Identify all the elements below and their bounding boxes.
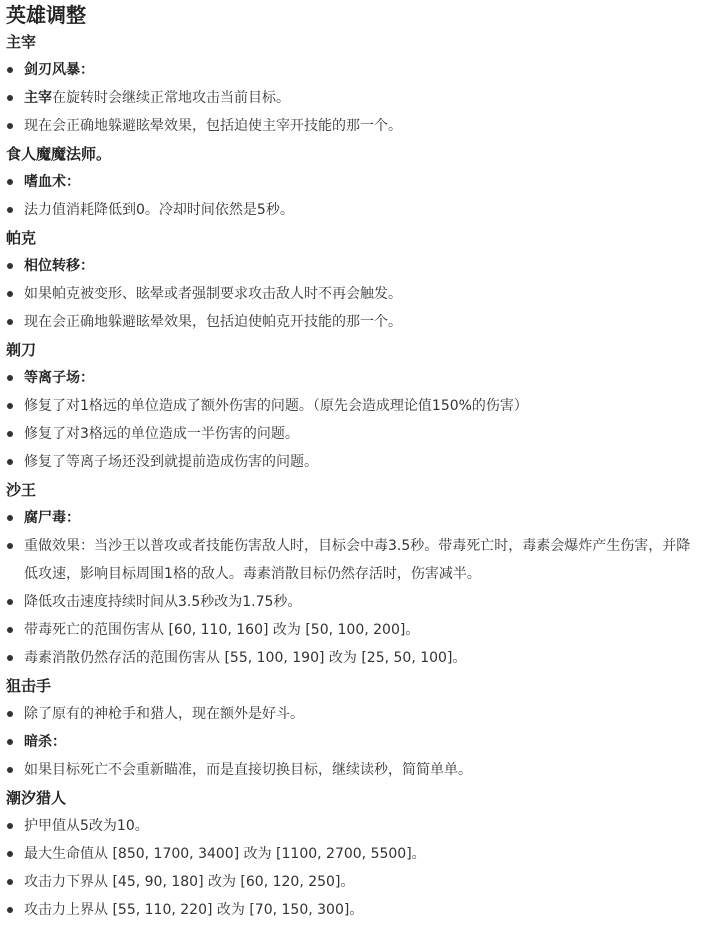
- bullet-icon: [7, 67, 13, 73]
- change-list: [6, 504, 701, 672]
- bullet-icon: [7, 291, 13, 297]
- change-list: [6, 56, 701, 140]
- bullet-icon: [7, 543, 13, 549]
- hero-name-inline: 主宰: [24, 90, 52, 106]
- change-text: 修复了等离子场还没到就提前造成伤害的问题。: [24, 454, 318, 470]
- change-text: 如果帕克被变形、眩晕或者强制要求攻击敌人时不再会触发。: [24, 286, 402, 302]
- change-list: [6, 252, 701, 336]
- change-text: 修复了对3格远的单位造成一半伤害的问题。: [24, 426, 299, 442]
- change-item: [6, 588, 701, 616]
- change-text: 降低攻击速度持续时间从3.5秒改为1.75秒。: [24, 594, 302, 610]
- ability-label: 等离子场：: [24, 370, 94, 386]
- bullet-icon: [7, 123, 13, 129]
- hero-heading: 帕克: [6, 229, 37, 247]
- ability-label: 相位转移：: [24, 258, 94, 274]
- bullet-icon: [7, 263, 13, 269]
- bullet-icon: [7, 95, 13, 101]
- bullet-icon: [7, 319, 13, 325]
- change-text: 修复了对1格远的单位造成了额外伤害的问题。（原先会造成理论值150%的伤害）: [24, 398, 528, 414]
- bullet-icon: [7, 823, 13, 829]
- bullet-icon: [7, 879, 13, 885]
- change-list: [6, 168, 701, 224]
- change-item: [6, 616, 701, 644]
- page-title: 英雄调整: [6, 3, 86, 27]
- change-list: [6, 700, 701, 784]
- bullet-icon: [7, 375, 13, 381]
- change-text: 最大生命值从 [850, 1700, 3400] 改为 [1100, 2700, 5500]。: [24, 846, 426, 862]
- change-text: 法力值消耗降低到0。冷却时间依然是5秒。: [24, 202, 294, 218]
- bullet-icon: [7, 767, 13, 773]
- change-item: [6, 420, 701, 448]
- bullet-icon: [7, 627, 13, 633]
- change-item: [6, 196, 701, 224]
- change-item: [6, 812, 701, 840]
- change-item: [6, 868, 701, 896]
- change-text: 现在会正确地躲避眩晕效果，包括迫使主宰开技能的那一个。: [24, 118, 402, 134]
- bullet-icon: [7, 655, 13, 661]
- ability-label: 腐尸毒：: [24, 510, 80, 526]
- ability-label: 嗜血术：: [24, 174, 80, 190]
- bullet-icon: [7, 431, 13, 437]
- bullet-icon: [7, 403, 13, 409]
- change-text: 现在会正确地躲避眩晕效果，包括迫使帕克开技能的那一个。: [24, 314, 402, 330]
- change-item: [6, 84, 701, 112]
- change-text: 如果目标死亡不会重新瞄准，而是直接切换目标，继续读秒，简简单单。: [24, 762, 472, 778]
- change-text: 毒素消散仍然存活的范围伤害从 [55, 100, 190] 改为 [25, 50, 100]。: [24, 650, 467, 666]
- bullet-icon: [7, 907, 13, 913]
- bullet-icon: [7, 207, 13, 213]
- ability-name: [6, 56, 701, 84]
- change-text: 在旋转时会继续正常地攻击当前目标。: [52, 90, 290, 106]
- hero-heading: 沙王: [6, 481, 37, 499]
- bullet-icon: [7, 851, 13, 857]
- change-item: [6, 448, 701, 476]
- bullet-icon: [7, 515, 13, 521]
- bullet-icon: [7, 179, 13, 185]
- change-item: [6, 112, 701, 140]
- change-item: [6, 756, 701, 784]
- change-item: [6, 644, 701, 672]
- hero-heading: 狙击手: [6, 677, 52, 695]
- ability-name: [6, 364, 701, 392]
- change-list: [6, 812, 701, 924]
- change-item: [6, 700, 701, 728]
- hero-sections: [6, 28, 701, 924]
- bullet-icon: [7, 599, 13, 605]
- change-item: [6, 392, 701, 420]
- change-text: 护甲值从5改为10。: [24, 818, 149, 834]
- hero-heading: 主宰: [6, 33, 37, 51]
- ability-name: [6, 168, 701, 196]
- change-item: [6, 308, 701, 336]
- bullet-icon: [7, 459, 13, 465]
- ability-name: [6, 504, 701, 532]
- change-text: 除了原有的神枪手和猎人，现在额外是好斗。: [24, 706, 304, 722]
- ability-label: 暗杀：: [24, 734, 66, 750]
- change-list: [6, 364, 701, 476]
- hero-heading: 剃刀: [6, 341, 37, 359]
- ability-name: [6, 728, 701, 756]
- change-text: 攻击力下界从 [45, 90, 180] 改为 [60, 120, 250]。: [24, 874, 355, 890]
- change-text: 带毒死亡的范围伤害从 [60, 110, 160] 改为 [50, 100, 200]。: [24, 622, 420, 638]
- hero-heading: 食人魔魔法师。: [6, 145, 112, 163]
- change-item: [6, 280, 701, 308]
- ability-label: 剑刃风暴：: [24, 62, 94, 78]
- change-item: [6, 532, 701, 588]
- change-item: [6, 896, 701, 924]
- bullet-icon: [7, 711, 13, 717]
- bullet-icon: [7, 739, 13, 745]
- change-item: [6, 840, 701, 868]
- change-text: 重做效果：当沙王以普攻或者技能伤害敌人时，目标会中毒3.5秒。带毒死亡时，毒素会爆炸产生伤害，并降低攻速，影响目标周围1格的敌人。毒素消散目标仍然存活时，伤害减半。: [24, 538, 691, 582]
- change-text: 攻击力上界从 [55, 110, 220] 改为 [70, 150, 300]。: [24, 902, 364, 918]
- ability-name: [6, 252, 701, 280]
- hero-heading: 潮汐猎人: [6, 789, 67, 807]
